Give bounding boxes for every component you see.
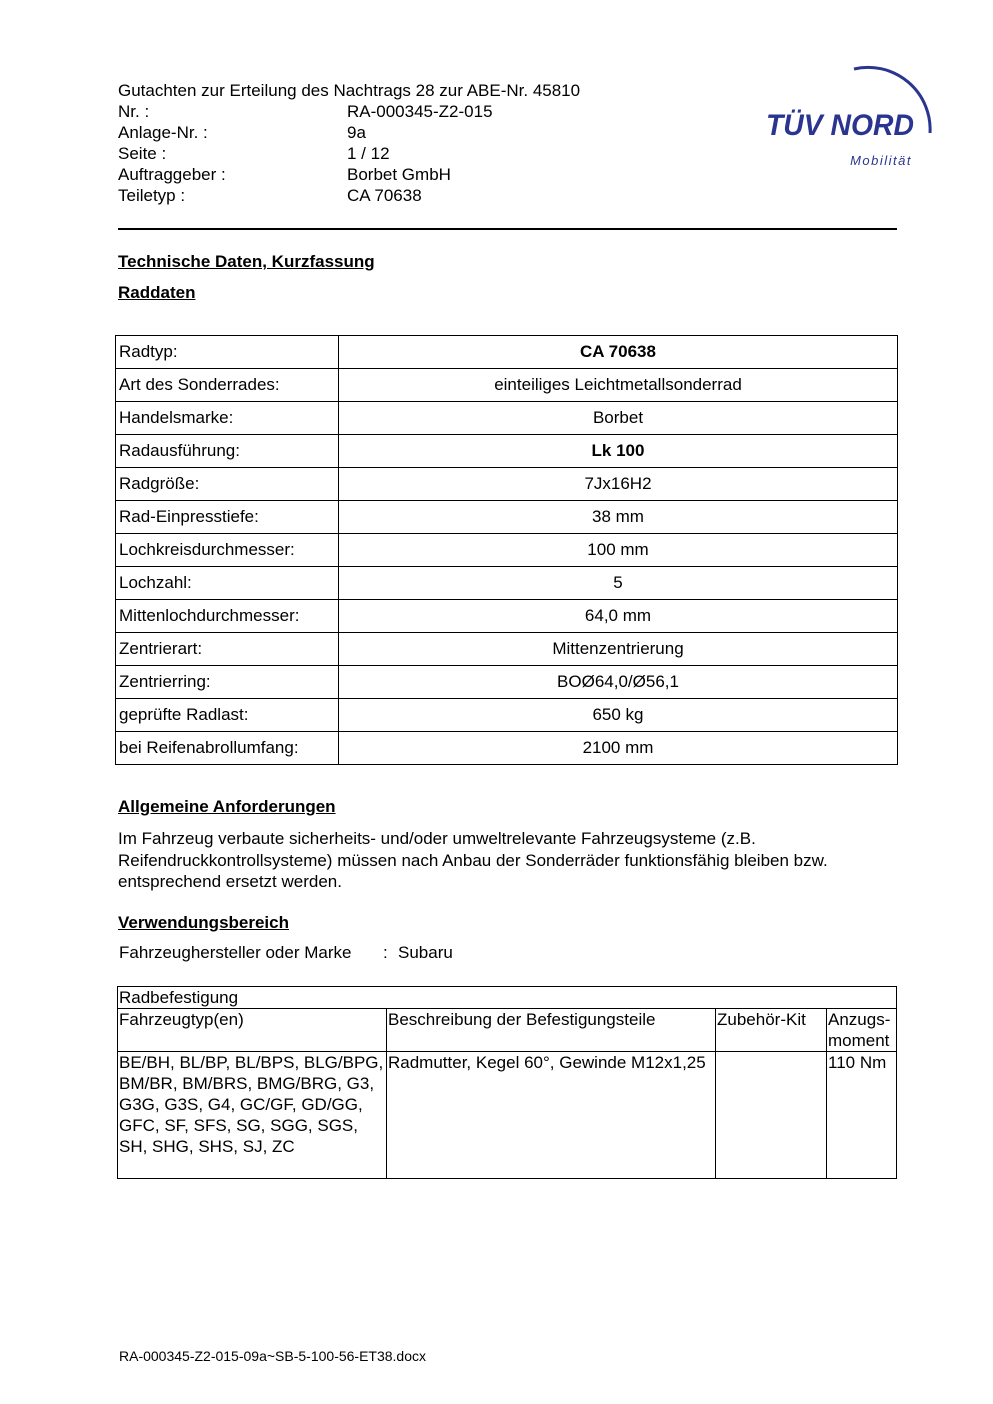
row-key: Rad-Einpresstiefe:: [116, 501, 339, 534]
header-field-value: CA 70638: [347, 186, 422, 205]
allgemeine-anforderungen-text: Im Fahrzeug verbaute sicherheits- und/oder umweltrelevante Fahrzeugsysteme (z.B. Reifendruckkontrollsysteme) müssen nach Anbau der Sonderräder funktionsfähig bleiben bzw. entsprechend ersetzt werden.: [118, 829, 828, 891]
header-divider: [118, 228, 897, 230]
row-key: Lochkreisdurchmesser:: [116, 534, 339, 567]
row-value: 2100 mm: [339, 732, 898, 765]
header-field-value: RA-000345-Z2-015: [347, 102, 493, 121]
row-key: Radausführung:: [116, 435, 339, 468]
row-value: einteiliges Leichtmetallsonderrad: [339, 369, 898, 402]
row-key: Handelsmarke:: [116, 402, 339, 435]
row-value: 5: [339, 567, 898, 600]
section-heading-allgemeine-anforderungen: Allgemeine Anforderungen: [118, 797, 336, 816]
hersteller-value: Subaru: [398, 943, 453, 962]
column-header-anzugsmoment: Anzugs-moment: [827, 1009, 897, 1052]
header-field-seite: [118, 143, 390, 164]
row-key: Art des Sonderrades:: [116, 369, 339, 402]
header-field-label: Seite :: [118, 144, 167, 163]
row-value: 100 mm: [339, 534, 898, 567]
header-field-teiletyp: [118, 185, 422, 206]
logo-brand-text: TÜV NORD: [766, 109, 914, 142]
section-heading-raddaten: Raddaten: [118, 283, 196, 302]
row-value: 7Jx16H2: [339, 468, 898, 501]
table-row: [116, 534, 898, 567]
table-row: [116, 402, 898, 435]
column-header-fahrzeugtyp: Fahrzeugtyp(en): [118, 1009, 387, 1052]
table-row: [116, 501, 898, 534]
table-row: [116, 732, 898, 765]
table-row: [116, 369, 898, 402]
row-key: Mittenlochdurchmesser:: [116, 600, 339, 633]
table-row: [116, 600, 898, 633]
row-value: 64,0 mm: [339, 600, 898, 633]
section-heading-technische-daten: Technische Daten, Kurzfassung: [118, 252, 375, 271]
table-row: [116, 666, 898, 699]
header-field-value: 9a: [347, 123, 366, 142]
table-row: [116, 567, 898, 600]
cell-anzugsmoment: 110 Nm: [827, 1052, 897, 1179]
tuv-nord-logo: [762, 55, 942, 170]
table-row: [116, 699, 898, 732]
table-row: [116, 633, 898, 666]
table-row: [116, 336, 898, 369]
header-field-nr: [118, 101, 493, 122]
row-value: 650 kg: [339, 699, 898, 732]
header-field-label: Anlage-Nr. :: [118, 123, 208, 142]
row-key: Zentrierring:: [116, 666, 339, 699]
radbefestigung-table: [117, 986, 897, 1179]
hersteller-label: Fahrzeughersteller oder Marke: [119, 943, 352, 962]
cell-zubehoer-kit: [716, 1052, 827, 1179]
raddaten-table: [115, 335, 898, 765]
header-field-anlage: [118, 122, 366, 143]
header-field-auftraggeber: [118, 164, 451, 185]
row-key: geprüfte Radlast:: [116, 699, 339, 732]
section-heading-verwendungsbereich: Verwendungsbereich: [118, 913, 289, 932]
header-field-value: Borbet GmbH: [347, 165, 451, 184]
row-key: Radtyp:: [116, 336, 339, 369]
row-value: Lk 100: [339, 435, 898, 468]
table-row: [118, 1052, 897, 1179]
row-key: Zentrierart:: [116, 633, 339, 666]
table-header-row: [118, 1009, 897, 1052]
table-title: Radbefestigung: [118, 987, 897, 1009]
table-row: [116, 435, 898, 468]
row-value: BOØ64,0/Ø56,1: [339, 666, 898, 699]
logo-subtitle: Mobilität: [850, 153, 912, 168]
row-value: Mittenzentrierung: [339, 633, 898, 666]
footer-filename: RA-000345-Z2-015-09a~SB-5-100-56-ET38.docx: [119, 1348, 427, 1364]
header-field-value: 1 / 12: [347, 144, 390, 163]
row-value: Borbet: [339, 402, 898, 435]
hersteller-colon: :: [383, 943, 388, 962]
table-row: [116, 468, 898, 501]
column-header-beschreibung: Beschreibung der Befestigungsteile: [387, 1009, 716, 1052]
row-key: Radgröße:: [116, 468, 339, 501]
cell-beschreibung: Radmutter, Kegel 60°, Gewinde M12x1,25: [387, 1052, 716, 1179]
cell-fahrzeugtypen: BE/BH, BL/BP, BL/BPS, BLG/BPG, BM/BR, BM/BRS, BMG/BRG, G3, G3G, G3S, G4, GC/GF, GD/GG, GFC, SF, SFS, SG, SGG, SGS, SH, SHG, SHS, SJ, ZC: [118, 1052, 387, 1179]
document-title: Gutachten zur Erteilung des Nachtrags 28 zur ABE-Nr. 45810: [118, 81, 581, 100]
hersteller-line: [119, 943, 453, 963]
row-value: CA 70638: [339, 336, 898, 369]
header-field-label: Nr. :: [118, 102, 150, 121]
header-field-label: Auftraggeber :: [118, 165, 226, 184]
row-value: 38 mm: [339, 501, 898, 534]
column-header-zubehoer-kit: Zubehör-Kit: [716, 1009, 827, 1052]
table-title-row: [118, 987, 897, 1009]
row-key: Lochzahl:: [116, 567, 339, 600]
header-field-label: Teiletyp :: [118, 186, 186, 205]
row-key: bei Reifenabrollumfang:: [116, 732, 339, 765]
